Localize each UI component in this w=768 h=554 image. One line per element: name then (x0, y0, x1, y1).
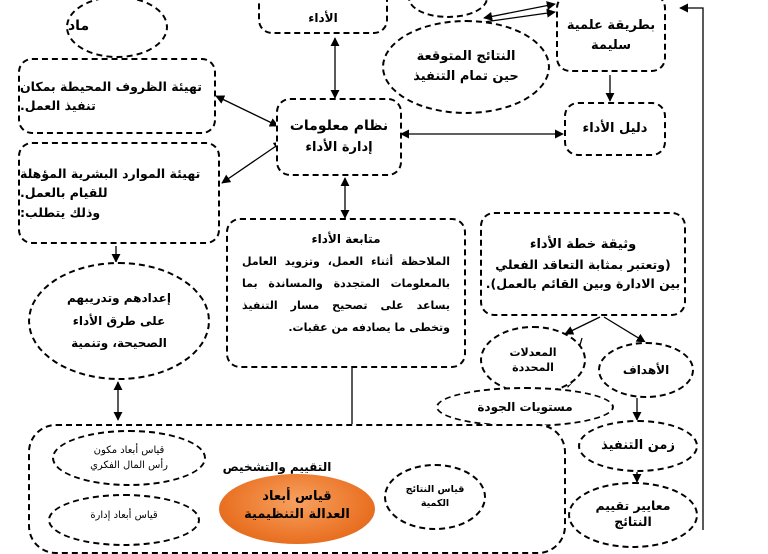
criteria-line-1: معايير تقييم (595, 498, 671, 513)
management-ellipse (48, 494, 200, 546)
arrow-plan-to-goals (604, 317, 645, 342)
mad-label: ماد (68, 18, 90, 35)
cap-line-2: رأس المال الفكري (90, 460, 168, 471)
performance-followup-box (226, 218, 466, 368)
expected-line-2: حين تمام التنفيذ (413, 69, 519, 84)
performance-guide-box (564, 102, 666, 156)
organizational-justice-ellipse (219, 474, 375, 544)
criteria-line-2: النتائج (614, 514, 652, 530)
evaluation-criteria-ellipse (568, 482, 698, 548)
cap-line-1: قياس أبعاد مكون (93, 445, 165, 456)
rates-line-1: المعدلات (509, 345, 557, 359)
rates-line-2: المحددة (512, 361, 554, 374)
info-line-1: نظام معلومات (289, 118, 389, 135)
scientific-line-2: سليمة (591, 38, 631, 53)
follow-title: متابعة الأداء (311, 232, 381, 246)
performance-plan-box (480, 212, 686, 316)
training-ellipse (28, 262, 210, 380)
exec-time-ellipse (578, 420, 698, 472)
quant-line-1: قياس النتائج (405, 483, 465, 495)
train-line-1: إعدادهم وتدريبهم (67, 290, 171, 305)
arrow-env-to-info (216, 96, 278, 126)
env-line-1: تهيئة الظروف المحيطة بمكان (20, 78, 202, 94)
plan-line-2: (وتعتبر بمثابة التعاقد الفعلي (495, 256, 671, 272)
train-line-2: على طرق الأداء (72, 313, 166, 328)
justice-line-2: العدالة التنظيمية (244, 506, 350, 522)
scientific-line-1: بطريقة علمية (566, 17, 656, 33)
plan-line-3: بين الادارة وبين القائم بالعمل). (485, 276, 681, 292)
info-line-2: إدارة الأداء (305, 139, 373, 155)
evaluation-title: التقييم والتشخيص (222, 460, 332, 474)
train-line-3: الصحيحة، وتنمية (71, 336, 167, 351)
human-resources-box (18, 142, 220, 244)
mgmt-label: قياس أبعاد إدارة (90, 510, 158, 521)
hr-line-3: وذلك يتطلب: (20, 204, 101, 220)
guide-label: دليل الأداء (582, 120, 648, 136)
hr-line-1: تهيئة الموارد البشرية المؤهلة (20, 165, 201, 181)
environment-box (18, 58, 216, 134)
quality-label: مستويات الجودة (477, 399, 573, 414)
arrow-expected-to-scientific (484, 12, 555, 22)
arrow-plan-to-rates (565, 317, 600, 334)
hr-line-2: للقيام بالعمل. (20, 185, 108, 201)
follow-body: الملاحظة أثناء العمل، وتزويد العامل بالمعلومات المتجددة والمساندة بما يساعد على تصحيح مسار التنفيذ وتخطى ما يصادفه من عقبات. (242, 254, 450, 334)
rates-ellipse (480, 326, 586, 394)
quantitative-results-ellipse (384, 464, 486, 530)
info-system-box (276, 98, 402, 176)
quality-ellipse (436, 387, 614, 427)
expected-line-1: النتائج المتوقعة (416, 48, 516, 64)
intellectual-capital-ellipse (52, 430, 206, 486)
expected-results-ellipse (382, 20, 550, 114)
plan-line-1: وثيقة خطة الأداء (529, 236, 637, 252)
goals-label: الأهداف (622, 362, 670, 377)
scientific-method-box (556, 0, 666, 72)
arrow-hr-to-info (222, 142, 282, 183)
exec-time-label: زمن التنفيذ (601, 437, 675, 453)
goals-ellipse (598, 342, 694, 398)
quant-line-2: الكمية (420, 498, 450, 509)
env-line-2: تنفيذ العمل. (20, 98, 96, 113)
top-performance-box (258, 0, 388, 34)
top-performance-label: الأداء (308, 11, 338, 26)
justice-line-1: قياس أبعاد (262, 489, 332, 504)
arrow-top-to-expected (484, 4, 555, 18)
